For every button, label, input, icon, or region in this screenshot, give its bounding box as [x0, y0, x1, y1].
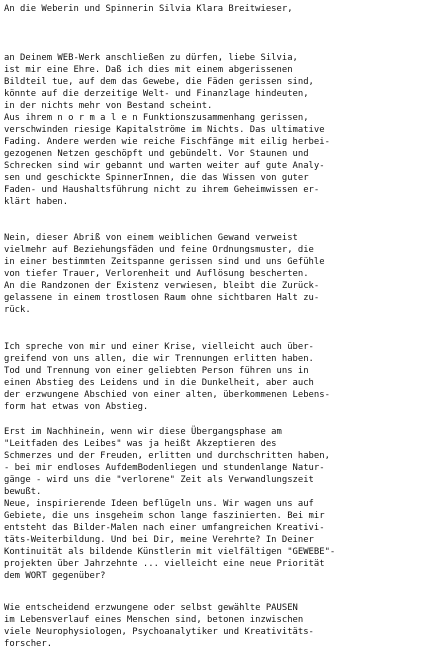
paragraph-4-line-12: projekten über Jahrzehnte ... vielleicht eine neue Priorität	[4, 559, 325, 569]
paragraph-5-line-1: Wie entscheidend erzwungene oder selbst gewählte PAUSEN	[4, 603, 298, 613]
paragraph-1-line-5: in der nichts mehr von Bestand scheint.	[4, 101, 213, 111]
paragraph-4-line-13: dem WORT gegenüber?	[4, 571, 106, 581]
paragraph-2-line-6: gelassene in einem trostlosen Raum ohne sichtbaren Halt zu-	[4, 293, 320, 303]
paragraph-3-line-4: einen Abstieg des Leidens und in die Dunkelheit, aber auch	[4, 378, 314, 388]
paragraph-1-line-4: könnte auf die derzeitige Welt- und Finanzlage hindeuten,	[4, 89, 309, 99]
paragraph-1-line-13: klärt haben.	[4, 197, 69, 207]
paragraph-5-line-4: forscher.	[4, 639, 53, 649]
paragraph-4-line-9: entsteht das Bilder-Malen nach einer umfangreichen Kreativi-	[4, 523, 325, 533]
paragraph-2-line-5: An die Randzonen der Existenz verwiesen, bleibt die Zurück-	[4, 281, 320, 291]
salutation: An die Weberin und Spinnerin Silvia Klara Breitwieser,	[4, 4, 293, 14]
paragraph-4-line-8: Gebiete, die uns insgeheim schon lange faszinierten. Bei mir	[4, 511, 325, 521]
paragraph-2-line-7: rück.	[4, 305, 31, 315]
paragraph-4-line-7: Neue, inspirierende Ideen beflügeln uns. Wir wagen uns auf	[4, 499, 314, 509]
paragraph-4-line-11: Kontinuität als bildende Künstlerin mit vielfältigen "GEWEBE"-	[4, 547, 336, 557]
paragraph-1-line-11: sen und geschickte SpinnerInnen, die das Wissen von guter	[4, 173, 309, 183]
paragraph-1-line-12: Faden- und Haushaltsführung nicht zu ihrem Geheimwissen er-	[4, 185, 320, 195]
paragraph-2-line-1: Nein, dieser Abriß von einem weiblichen Gewand verweist	[4, 233, 298, 243]
paragraph-4-line-5: gänge - wird uns die "verlorene" Zeit als Verwandlungszeit	[4, 475, 314, 485]
paragraph-3-line-5: der erzwungene Abschied von einer alten, überkommenen Lebens-	[4, 390, 330, 400]
paragraph-3-line-1: Ich spreche von mir und einer Krise, vielleicht auch über-	[4, 342, 314, 352]
paragraph-2-line-2: vielmehr auf Beziehungsfäden und feine Ordnungsmuster, die	[4, 245, 314, 255]
paragraph-5-line-2: im Lebensverlauf eines Menschen sind, betonen inzwischen	[4, 615, 304, 625]
paragraph-4-line-3: Schmerzes und der Freuden, erlitten und durchschritten haben,	[4, 451, 330, 461]
paragraph-5-line-3: viele Neurophysiologen, Psychoanalytiker und Kreativitäts-	[4, 627, 314, 637]
paragraph-3-line-3: Tod und Trennung von einer geliebten Person führen uns in	[4, 366, 309, 376]
paragraph-2-line-3: in einer bestimmten Zeitspanne gerissen sind und uns Gefühle	[4, 257, 325, 267]
paragraph-4-line-10: täts-Weiterbildung. Und bei Dir, meine Verehrte? In Deiner	[4, 535, 314, 545]
paragraph-1-line-2: ist mir eine Ehre. Daß ich dies mit einem abgerissenen	[4, 65, 293, 75]
paragraph-1-line-1: an Deinem WEB-Werk anschließen zu dürfen, liebe Silvia,	[4, 53, 298, 63]
paragraph-4-line-2: "Leitfaden des Leibes" was ja heißt Akzeptieren des	[4, 439, 277, 449]
paragraph-1-line-8: Fading. Andere werden wie reiche Fischfänge mit eilig herbei-	[4, 137, 330, 147]
paragraph-4-line-4: - bei mir endloses AufdemBodenliegen und stundenlange Natur-	[4, 463, 325, 473]
paragraph-3-line-6: form hat etwas von Abstieg.	[4, 402, 149, 412]
paragraph-1-line-10: Schrecken sind wir gebannt und warten weiter auf gute Analy-	[4, 161, 325, 171]
paragraph-3-line-2: greifend von uns allen, die wir Trennungen erlitten haben.	[4, 354, 314, 364]
paragraph-2-line-4: von tiefer Trauer, Verlorenheit und Auflösung bescherten.	[4, 269, 309, 279]
paragraph-4-line-6: bewußt.	[4, 487, 42, 497]
paragraph-4-line-1: Erst im Nachhinein, wenn wir diese Übergangsphase am	[4, 427, 282, 437]
paragraph-1-line-9: gezogenen Netzen geschöpft und gebündelt. Vor Staunen und	[4, 149, 309, 159]
paragraph-1-line-7: verschwinden riesige Kapitalströme im Nichts. Das ultimative	[4, 125, 325, 135]
paragraph-1-line-6: Aus ihrem n o r m a l e n Funktionszusammenhang gerissen,	[4, 113, 309, 123]
paragraph-1-line-3: Bildteil tue, auf dem das Gewebe, die Fäden gerissen sind,	[4, 77, 314, 87]
